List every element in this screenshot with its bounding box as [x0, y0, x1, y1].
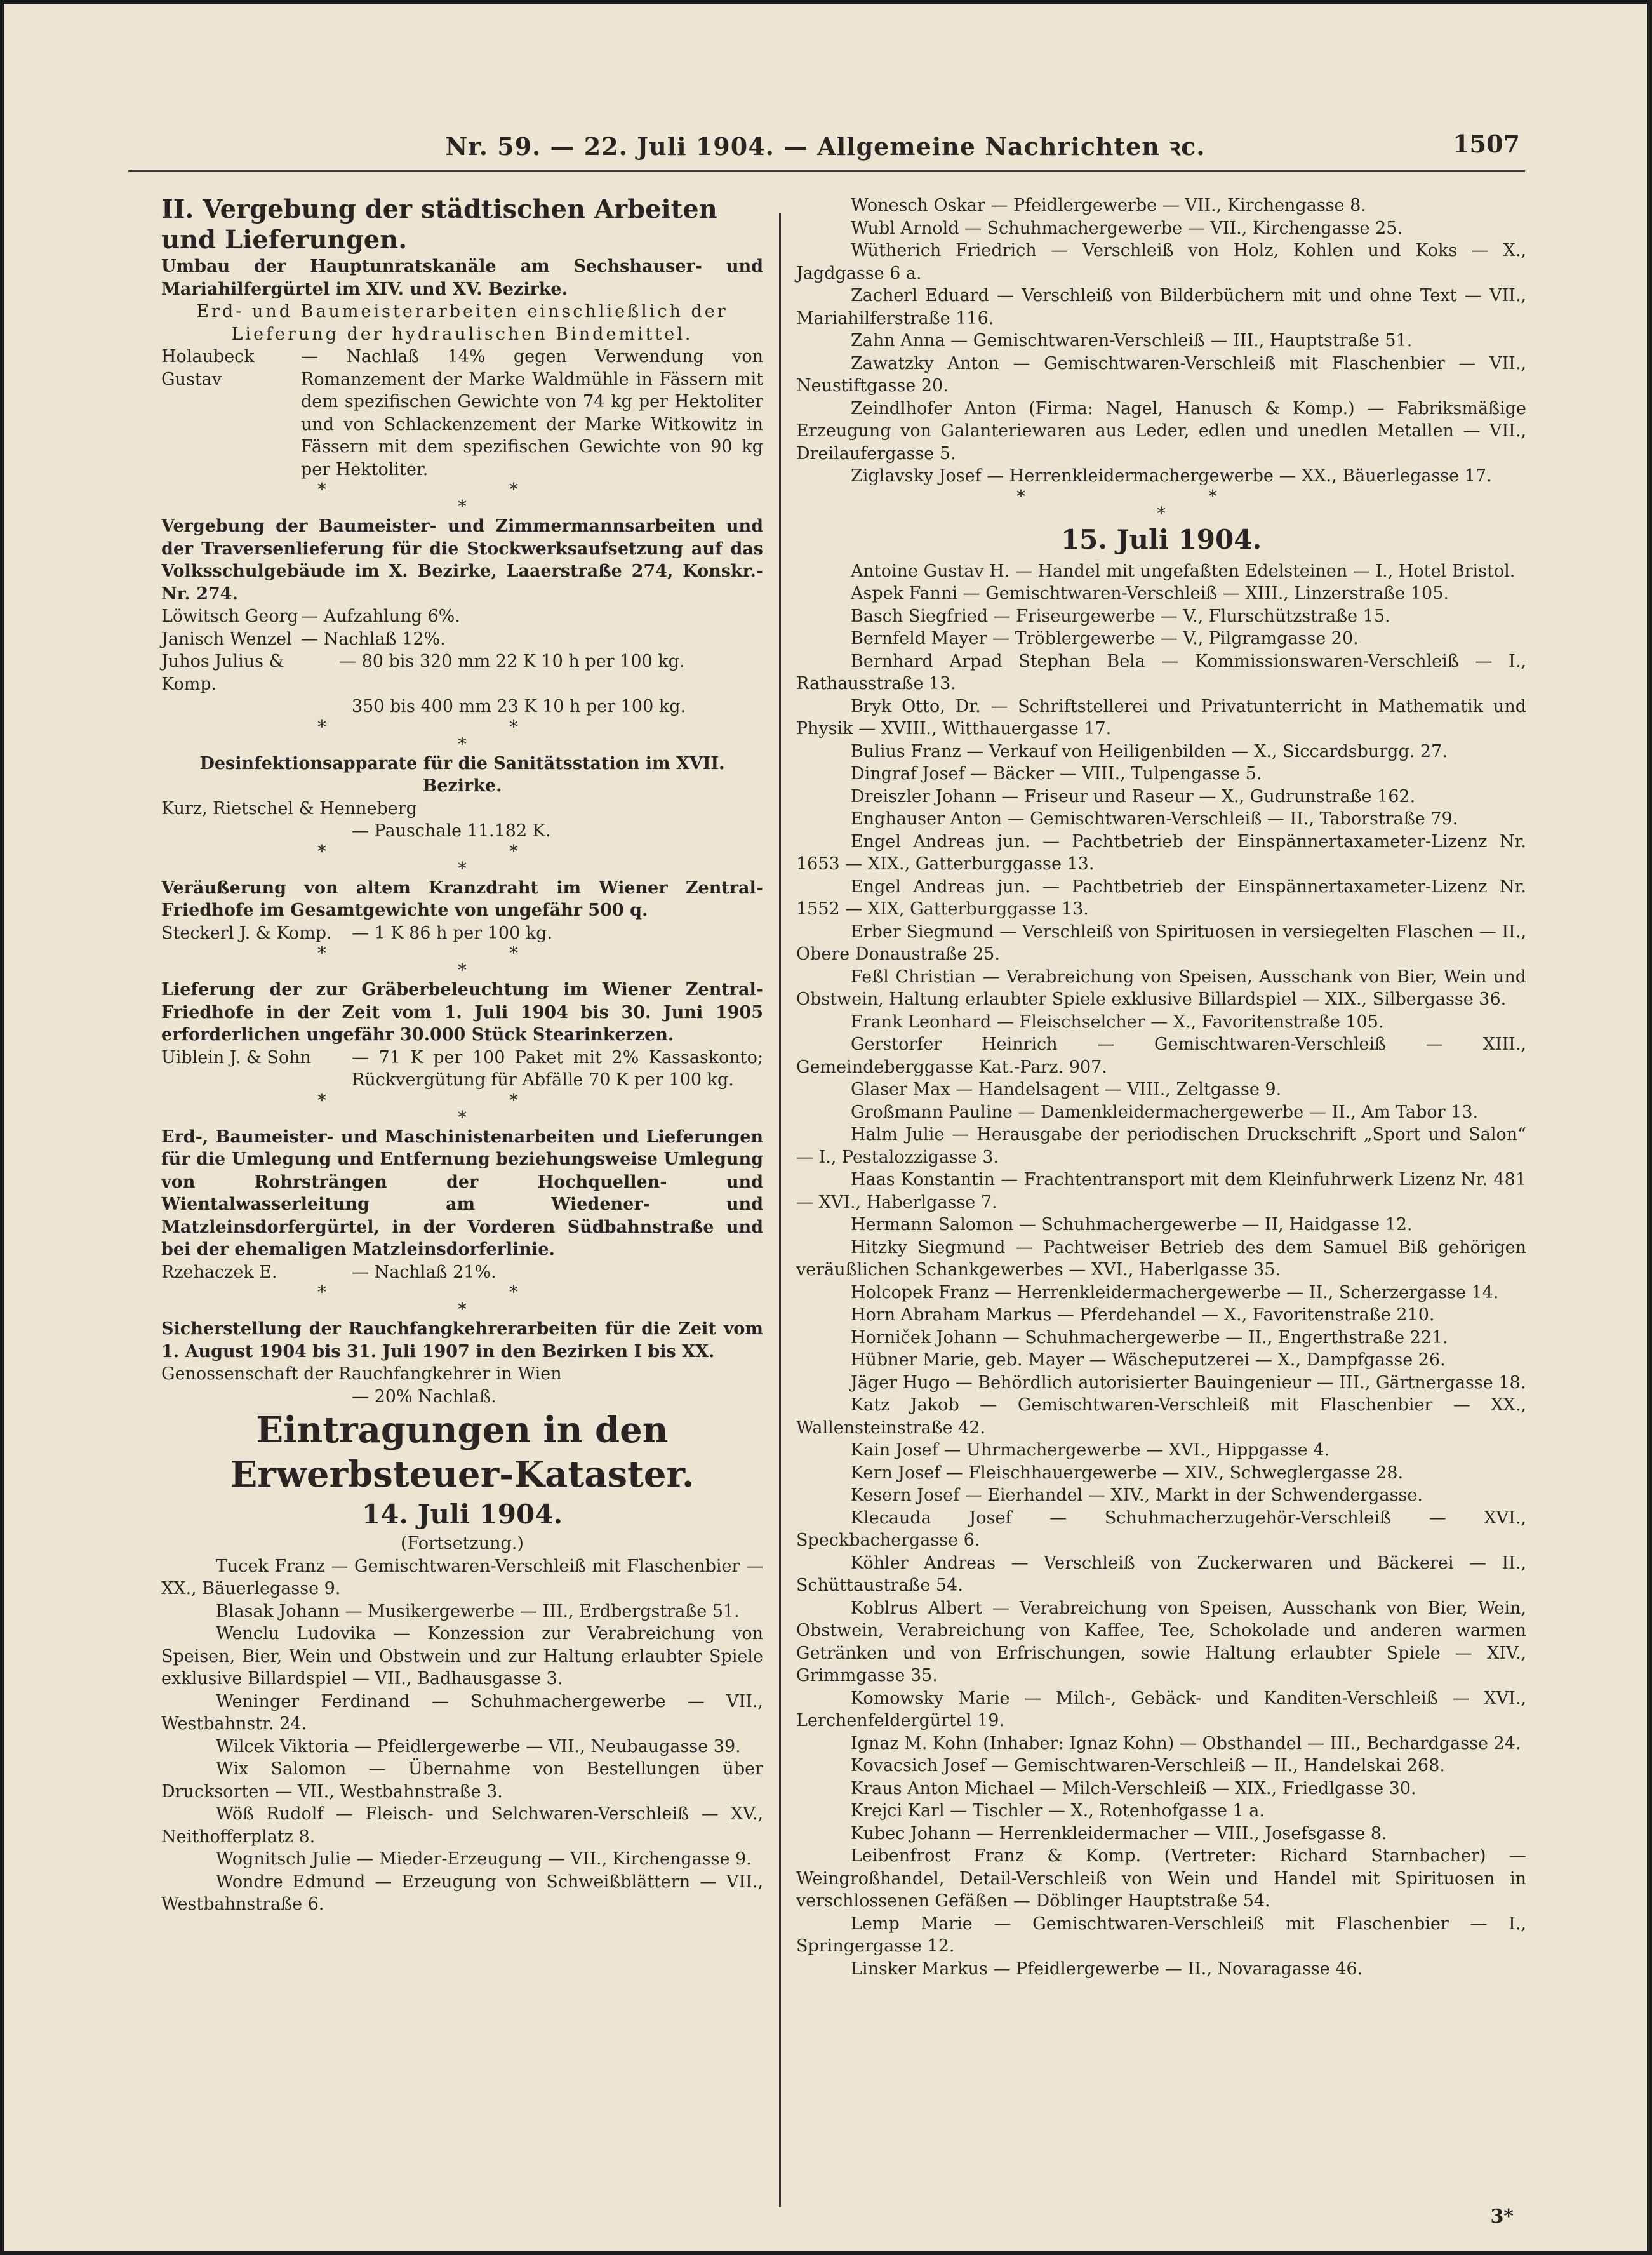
- list-item: Dingraf Josef — Bäcker — VIII., Tulpengasse 5.: [851, 764, 1262, 784]
- list-item: Holcopek Franz — Herrenkleidermachergewerbe — II., Scherzergasse 14.: [851, 1282, 1499, 1302]
- block4-heading: Veräußerung von altem Kranzdraht im Wiener Zentral-Friedhofe im Gesamtgewichte von ungefähr 500 q.: [161, 878, 763, 920]
- bid-value: — 71 K per 100 Paket mit 2% Kassaskonto; Rückvergütung für Abfälle 70 K per 100 kg.: [352, 1047, 763, 1090]
- bidder-name: Uiblein J. & Sohn: [161, 1047, 311, 1067]
- block5-heading: Lieferung der zur Gräberbeleuchtung im Wiener Zentral-Friedhofe in der Zeit vom 1. Juli 1904 bis 30. Juni 1905 erforderlichen ungefähr 30.000 Stück Stearinkerzen.: [161, 980, 763, 1045]
- list-item: Zawatzky Anton — Gemischtwaren-Verschleiß mit Flaschenbier — VII., Neustiftgasse 20.: [796, 353, 1526, 396]
- list-item: Wütherich Friedrich — Verschleiß von Holz, Kohlen und Koks — X., Jagdgasse 6 a.: [796, 241, 1526, 283]
- bid-row: [161, 628, 763, 651]
- list-item: Krejci Karl — Tischler — X., Rotenhofgasse 1 a.: [851, 1801, 1265, 1821]
- separator-star: *: [458, 859, 467, 879]
- bid-value: — Aufzahlung 6%.: [301, 606, 460, 626]
- column-divider: [779, 213, 781, 2207]
- bid-value: — Nachlaß 12%.: [301, 629, 446, 649]
- list-item: Komowsky Marie — Milch-, Gebäck- und Kanditen-Verschleiß — XVI., Lerchenfeldergürtel 19.: [796, 1688, 1526, 1730]
- list-item: Kraus Anton Michael — Milch-Verschleiß — XIX., Friedlgasse 30.: [851, 1778, 1416, 1798]
- separator-star: *: [458, 734, 467, 754]
- separator-stars: * *: [317, 944, 607, 963]
- separator-stars: * *: [317, 1283, 607, 1302]
- kataster-entries-right-a: [796, 194, 1526, 488]
- date-heading: 15. Juli 1904.: [1060, 523, 1262, 555]
- page-header: [4, 130, 1647, 168]
- bid-value: — Pauschale 11.182 K.: [352, 821, 551, 841]
- list-item: Wognitsch Julie — Mieder-Erzeugung — VII., Kirchengasse 9.: [216, 1849, 752, 1869]
- list-item: Hübner Marie, geb. Mayer — Wäscheputzerei — X., Dampfgasse 26.: [851, 1350, 1446, 1370]
- bidder-name: Genossenschaft der Rauchfangkehrer in Wien: [161, 1364, 562, 1384]
- bid-value: — Nachlaß 14% gegen Verwendung von Romanzement der Marke Waldmühle in Fässern mit dem spezifischen Gewichte von 74 kg per Hektoliter und von Schlackenzement der Marke Witkowitz in Fässern mit dem spezifischen Gewichte von 90 kg per Hektoliter.: [301, 347, 763, 479]
- list-item: Koblrus Albert — Verabreichung von Speisen, Ausschank von Bier, Wein, Obstwein, Verabreichung von Kaffee, Tee, Schokolade und anderen warmen Getränken und von Erfrischungen, sowie Haltung erlaubter Spiele — XIV., Grimmgasse 35.: [796, 1598, 1526, 1685]
- bid-value: — Nachlaß 21%.: [352, 1262, 496, 1282]
- separator-stars: * *: [317, 717, 607, 737]
- list-item: Basch Siegfried — Friseurgewerbe — V., Flurschützstraße 15.: [851, 606, 1390, 626]
- list-item: Kain Josef — Uhrmachergewerbe — XVI., Hippgasse 4.: [851, 1440, 1330, 1460]
- list-item: Gerstorfer Heinrich — Gemischtwaren-Verschleiß — XIII., Gemeindeberggasse Kat.-Parz. 907.: [796, 1034, 1526, 1077]
- signature-mark: 3*: [1490, 2205, 1514, 2228]
- list-item: Wonesch Oskar — Pfeidlergewerbe — VII., Kirchengasse 8.: [851, 196, 1366, 215]
- list-item: Tucek Franz — Gemischtwaren-Verschleiß mit Flaschenbier — XX., Bäuerlegasse 9.: [161, 1556, 763, 1598]
- bid-row: [161, 922, 763, 945]
- separator-stars: * *: [317, 480, 607, 500]
- list-item: Katz Jakob — Gemischtwaren-Verschleiß mit Flaschenbier — XX., Wallensteinstraße 42.: [796, 1395, 1526, 1438]
- left-column: [161, 194, 763, 1916]
- list-item: Antoine Gustav H. — Handel mit ungefaßten Edelsteinen — I., Hotel Bristol.: [851, 561, 1515, 581]
- list-item: Hitzky Siegmund — Pachtweiser Betrieb des dem Samuel Biß gehörigen veräußlichen Schankgewerbes — XVI., Haberlgasse 35.: [796, 1237, 1526, 1280]
- list-item: Ziglavsky Josef — Herrenkleidermachergewerbe — XX., Bäuerlegasse 17.: [851, 466, 1492, 486]
- page-number: 1507: [1453, 130, 1520, 158]
- block1-heading: Umbau der Hauptunratskanäle am Sechshauser- und Mariahilfergürtel im XIV. und XV. Bezirke.: [161, 257, 763, 299]
- list-item: Kubec Johann — Herrenkleidermacher — VIII., Josefsgasse 8.: [851, 1823, 1387, 1843]
- list-item: Hermann Salomon — Schuhmachergewerbe — II, Haidgasse 12.: [851, 1215, 1413, 1235]
- list-item: Zacherl Eduard — Verschleiß von Bilderbüchern mit und ohne Text — VII., Mariahilferstraße 116.: [796, 286, 1526, 328]
- list-item: Kovacsich Josef — Gemischtwaren-Verschleiß — II., Handelskai 268.: [851, 1756, 1445, 1776]
- list-item: Wondre Edmund — Erzeugung von Schweißblättern — VII., Westbahnstraße 6.: [161, 1871, 763, 1914]
- list-item: Jäger Hugo — Behördlich autorisierter Bauingenieur — III., Gärtnergasse 18.: [851, 1372, 1526, 1393]
- list-item: Leibenfrost Franz & Komp. (Vertreter: Richard Starnbacher) — Weingroßhandel, Detail-Verschleiß von Wein und Handel mit Spirituosen in verschlossenen Gefäßen — Döblinger Hauptstraße 54.: [796, 1846, 1526, 1911]
- list-item: Wenclu Ludovika — Konzession zur Verabreichung von Speisen, Bier, Wein und Obstwein und zur Haltung erlaubter Spiele exklusive Billardspiel — VII., Badhausgasse 3.: [161, 1624, 763, 1689]
- separator-star: *: [458, 1107, 467, 1128]
- bidder-name: Holaubeck Gustav: [161, 347, 255, 389]
- list-item: Zeindlhofer Anton (Firma: Nagel, Hanusch & Komp.) — Fabriksmäßige Erzeugung von Galanteriewaren aus Leder, edlen und unedlen Metallen — VII., Dreilaufergasse 5.: [796, 398, 1526, 464]
- separator-stars: * *: [1016, 486, 1306, 507]
- list-item: Aspek Fanni — Gemischtwaren-Verschleiß — XIII., Linzerstraße 105.: [851, 584, 1449, 603]
- block6-heading: Erd-, Baumeister- und Maschinistenarbeiten und Lieferungen für die Umlegung und Entfernung beziehungsweise Umlegung von Rohrsträngen der Hochquellen- und Wientalwasserleitung am Wiedener- und Matzleinsdorfergürtel, in der Vorderen Südbahnstraße und bei der ehemaligen Matzleinsdorferlinie.: [161, 1127, 763, 1259]
- bidder-name: Löwitsch Georg: [161, 606, 298, 626]
- bid-row: [161, 345, 763, 481]
- list-item: Engel Andreas jun. — Pachtbetrieb der Einspännertaxameter-Lizenz Nr. 1653 — XIX., Gatterburggasse 13.: [796, 831, 1526, 874]
- list-item: Bulius Franz — Verkauf von Heiligenbilden — X., Siccardsburgg. 27.: [851, 741, 1448, 761]
- header-title: Nr. 59. — 22. Juli 1904. — Allgemeine Nachrichten ꝛc.: [445, 132, 1206, 161]
- separator-stars: * *: [317, 841, 607, 862]
- list-item: Blasak Johann — Musikergewerbe — III., Erdbergstraße 51.: [216, 1601, 740, 1621]
- bid-row: [161, 1261, 763, 1284]
- list-item: Wilcek Viktoria — Pfeidlergewerbe — VII., Neubaugasse 39.: [216, 1736, 741, 1756]
- list-item: Lemp Marie — Gemischtwaren-Verschleiß mit Flaschenbier — I., Springergasse 12.: [796, 1913, 1526, 1956]
- list-item: Bernfeld Mayer — Tröblergewerbe — V., Pilgramgasse 20.: [851, 629, 1359, 648]
- list-item: Kesern Josef — Eierhandel — XIV., Markt in der Schwendergasse.: [851, 1485, 1423, 1505]
- list-item: Halm Julie — Herausgabe der periodischen Druckschrift „Sport und Salon“ — I., Pestalozzigasse 3.: [796, 1125, 1526, 1167]
- list-item: Haas Konstantin — Frachtentransport mit dem Kleinfuhrwerk Lizenz Nr. 481 — XVI., Haberlgasse 7.: [796, 1170, 1526, 1212]
- list-item: Glaser Max — Handelsagent — VIII., Zeltgasse 9.: [851, 1080, 1282, 1099]
- bid-value: — 1 K 86 h per 100 kg.: [352, 923, 553, 943]
- list-item: Zahn Anna — Gemischtwaren-Verschleiß — III., Hauptstraße 51.: [851, 331, 1413, 351]
- list-item: Köhler Andreas — Verschleiß von Zuckerwaren und Bäckerei — II., Schüttaustraße 54.: [796, 1553, 1526, 1595]
- bidder-name: Janisch Wenzel: [161, 629, 292, 649]
- list-item: Bryk Otto, Dr. — Schriftstellerei und Privatunterricht in Mathematik und Physik — XVIII., Witthauergasse 17.: [796, 696, 1526, 739]
- list-item: Wöß Rudolf — Fleisch- und Selchwaren-Verschleiß — XV., Neithofferplatz 8.: [161, 1804, 763, 1847]
- kataster-entries-right-b: [796, 560, 1526, 1981]
- separator-star: *: [458, 497, 467, 517]
- header-rule: [128, 170, 1525, 172]
- newspaper-page: [4, 4, 1647, 2251]
- block3-heading: Desinfektionsapparate für die Sanitätsstation im XVII. Bezirke.: [199, 753, 725, 796]
- list-item: Feßl Christian — Verabreichung von Speisen, Ausschank von Bier, Wein und Obstwein, Haltung erlaubter Spiele exklusive Billardspiel — XIX., Silbergasse 36.: [796, 967, 1526, 1009]
- block7-heading: Sicherstellung der Rauchfangkehrerarbeiten für die Zeit vom 1. August 1904 bis 31. Juli 1907 in den Bezirken I bis XX.: [161, 1319, 763, 1362]
- continuation-note: (Fortsetzung.): [401, 1534, 524, 1553]
- bidder-name: Juhos Julius & Komp.: [161, 652, 284, 694]
- list-item: Bernhard Arpad Stephan Bela — Kommissionswaren-Verschleiß — I., Rathausstraße 13.: [796, 651, 1526, 693]
- separator-stars: * *: [317, 1090, 607, 1111]
- list-item: Erber Siegmund — Verschleiß von Spirituosen in versiegelten Flaschen — II., Obere Donaustraße 25.: [796, 921, 1526, 964]
- list-item: Weninger Ferdinand — Schuhmachergewerbe — VII., Westbahnstr. 24.: [161, 1691, 763, 1734]
- date-heading: 14. Juli 1904.: [361, 1499, 563, 1530]
- bid-value: — 20% Nachlaß.: [352, 1386, 496, 1407]
- list-item: Kern Josef — Fleischhauergewerbe — XIV., Schweglergasse 28.: [851, 1462, 1404, 1483]
- bid-row: [161, 1047, 763, 1092]
- block1-subheading: Erd- und Baumeisterarbeiten einschließlich der Lieferung der hydraulischen Bindemittel.: [196, 302, 728, 344]
- list-item: Dreiszler Johann — Friseur und Raseur — X., Gudrunstraße 162.: [851, 786, 1416, 806]
- bid-value-extra: 350 bis 400 mm 23 K 10 h per 100 kg.: [352, 697, 686, 716]
- bidder-name: Kurz, Rietschel & Henneberg: [161, 798, 417, 819]
- list-item: Wubl Arnold — Schuhmachergewerbe — VII., Kirchengasse 25.: [851, 218, 1403, 238]
- kataster-entries-left: [161, 1555, 763, 1916]
- list-item: Frank Leonhard — Fleischselcher — X., Favoritenstraße 105.: [851, 1012, 1384, 1032]
- section-title: II. Vergebung der städtischen Arbeiten und Lieferungen.: [161, 194, 717, 255]
- list-item: Ignaz M. Kohn (Inhaber: Ignaz Kohn) — Obsthandel — III., Bechardgasse 24.: [851, 1733, 1521, 1753]
- block2-heading: Vergebung der Baumeister- und Zimmermannsarbeiten und der Traversenlieferung für die Stockwerksaufsetzung auf das Volksschulgebäude im X. Bezirke, Laaerstraße 274, Konskr.-Nr. 274.: [161, 516, 763, 604]
- list-item: Linsker Markus — Pfeidlergewerbe — II., Novaragasse 46.: [851, 1958, 1363, 1979]
- bidder-name: Steckerl J. & Komp.: [161, 923, 332, 943]
- kataster-title: Eintragungen in den Erwerbsteuer-Kataster.: [230, 1409, 695, 1496]
- list-item: Wix Salomon — Übernahme von Bestellungen über Drucksorten — VII., Westbahnstraße 3.: [161, 1759, 763, 1802]
- list-item: Großmann Pauline — Damenkleidermachergewerbe — II., Am Tabor 13.: [851, 1102, 1479, 1122]
- separator-star: *: [458, 1300, 467, 1320]
- bidder-name: Rzehaczek E.: [161, 1262, 277, 1282]
- list-item: Horn Abraham Markus — Pferdehandel — X., Favoritenstraße 210.: [851, 1305, 1435, 1325]
- separator-star: *: [458, 961, 467, 980]
- bid-value: — 80 bis 320 mm 22 K 10 h per 100 kg.: [339, 652, 685, 671]
- bid-row: [161, 605, 763, 628]
- list-item: Enghauser Anton — Gemischtwaren-Verschleiß — II., Taborstraße 79.: [851, 809, 1458, 829]
- list-item: Horniček Johann — Schuhmachergewerbe — II., Engerthstraße 221.: [851, 1327, 1448, 1348]
- separator-star: *: [1157, 504, 1166, 524]
- right-column: [796, 194, 1526, 1980]
- list-item: Engel Andreas jun. — Pachtbetrieb der Einspännertaxameter-Lizenz Nr. 1552 — XIX, Gatterburggasse 13.: [796, 876, 1526, 919]
- bid-row: [161, 650, 763, 695]
- list-item: Klecauda Josef — Schuhmacherzugehör-Verschleiß — XVI., Speckbachergasse 6.: [796, 1508, 1526, 1550]
